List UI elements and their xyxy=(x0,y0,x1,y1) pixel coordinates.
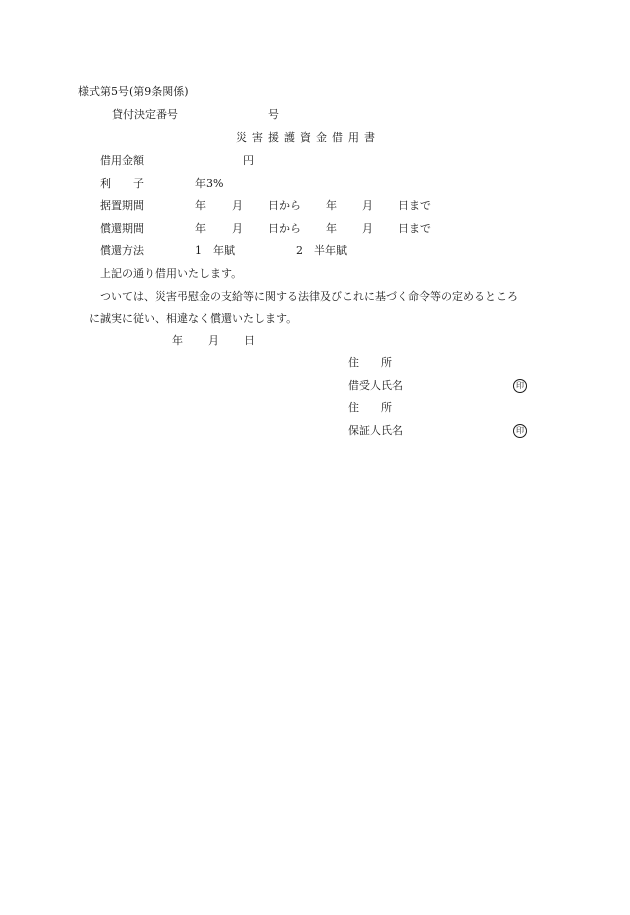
loan-amount-label: 借用金額 xyxy=(100,154,144,167)
date-day: 日 xyxy=(244,334,255,347)
repayment-to-month: 月 xyxy=(362,222,373,235)
borrower-seal-icon: 印 xyxy=(513,379,527,393)
repayment-from-year: 年 xyxy=(195,222,206,235)
guarantor-name-label: 保証人氏名 xyxy=(348,424,403,437)
grace-from-day: 日から xyxy=(268,199,301,212)
repayment-method-option-annual: 1 年賦 xyxy=(195,244,235,257)
grace-from-month: 月 xyxy=(232,199,243,212)
loan-decision-number-label: 貸付決定番号 xyxy=(112,108,178,121)
repayment-method-label: 償還方法 xyxy=(100,244,144,257)
loan-amount-unit: 円 xyxy=(243,154,254,167)
interest-label: 利 子 xyxy=(100,177,144,190)
form-number: 様式第5号(第9条関係) xyxy=(78,85,189,98)
body-line-1: 上記の通り借用いたします。 xyxy=(100,267,243,280)
number-suffix: 号 xyxy=(268,108,279,121)
repayment-to-day: 日まで xyxy=(398,222,431,235)
repayment-from-day: 日から xyxy=(268,222,301,235)
borrower-address-label: 住 所 xyxy=(348,356,392,369)
grace-period-label: 据置期間 xyxy=(100,199,144,212)
repayment-from-month: 月 xyxy=(232,222,243,235)
body-line-2: ついては、災害弔慰金の支給等に関する法律及びこれに基づく命令等の定めるところ xyxy=(100,290,518,303)
grace-to-day: 日まで xyxy=(398,199,431,212)
guarantor-seal-icon: 印 xyxy=(513,424,527,438)
interest-value: 年3% xyxy=(195,177,224,190)
body-line-3: に誠実に従い、相違なく償還いたします。 xyxy=(89,312,298,325)
date-year: 年 xyxy=(172,334,183,347)
document-title: 災害援護資金借用書 xyxy=(236,131,380,144)
grace-to-month: 月 xyxy=(362,199,373,212)
repayment-to-year: 年 xyxy=(326,222,337,235)
borrower-name-label: 借受人氏名 xyxy=(348,379,403,392)
guarantor-address-label: 住 所 xyxy=(348,401,392,414)
repayment-method-option-semiannual: 2 半年賦 xyxy=(296,244,347,257)
grace-from-year: 年 xyxy=(195,199,206,212)
date-month: 月 xyxy=(208,334,219,347)
repayment-period-label: 償還期間 xyxy=(100,222,144,235)
grace-to-year: 年 xyxy=(326,199,337,212)
